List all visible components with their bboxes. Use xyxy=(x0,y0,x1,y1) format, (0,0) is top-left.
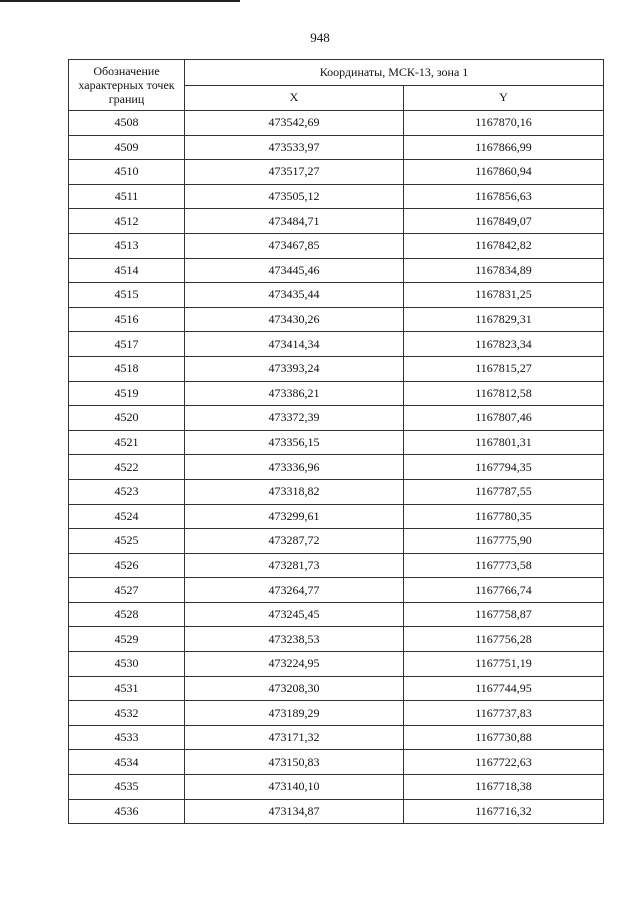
table-row xyxy=(69,750,604,775)
table-row xyxy=(69,111,604,136)
table-row xyxy=(69,184,604,209)
table-row xyxy=(69,356,604,381)
x-coordinate-cell: 473445,46 xyxy=(185,258,404,283)
x-coordinate-cell: 473542,69 xyxy=(185,111,404,136)
x-coordinate-cell: 473134,87 xyxy=(185,799,404,824)
coordinates-table xyxy=(68,59,604,824)
point-id-cell: 4521 xyxy=(69,430,185,455)
table-row xyxy=(69,209,604,234)
point-id-cell: 4523 xyxy=(69,479,185,504)
table-row xyxy=(69,529,604,554)
table-row xyxy=(69,652,604,677)
table-row xyxy=(69,701,604,726)
y-coordinate-cell: 1167716,32 xyxy=(404,799,604,824)
point-id-cell: 4533 xyxy=(69,725,185,750)
point-id-cell: 4508 xyxy=(69,111,185,136)
y-coordinate-cell: 1167744,95 xyxy=(404,676,604,701)
y-coordinate-cell: 1167860,94 xyxy=(404,160,604,185)
table-body xyxy=(69,111,604,824)
x-coordinate-cell: 473467,85 xyxy=(185,233,404,258)
table-row xyxy=(69,233,604,258)
table-header xyxy=(69,60,604,111)
y-coordinate-cell: 1167849,07 xyxy=(404,209,604,234)
point-id-cell: 4515 xyxy=(69,283,185,308)
header-coordinates-group: Координаты, МСК-13, зона 1 xyxy=(185,60,604,86)
table-row xyxy=(69,627,604,652)
top-rule xyxy=(0,0,240,2)
x-coordinate-cell: 473281,73 xyxy=(185,553,404,578)
point-id-cell: 4524 xyxy=(69,504,185,529)
table-row xyxy=(69,725,604,750)
y-coordinate-cell: 1167730,88 xyxy=(404,725,604,750)
point-id-cell: 4518 xyxy=(69,356,185,381)
table-row xyxy=(69,553,604,578)
point-id-cell: 4531 xyxy=(69,676,185,701)
y-coordinate-cell: 1167775,90 xyxy=(404,529,604,554)
x-coordinate-cell: 473238,53 xyxy=(185,627,404,652)
table-row xyxy=(69,430,604,455)
y-coordinate-cell: 1167812,58 xyxy=(404,381,604,406)
x-coordinate-cell: 473372,39 xyxy=(185,406,404,431)
point-id-cell: 4529 xyxy=(69,627,185,652)
y-coordinate-cell: 1167801,31 xyxy=(404,430,604,455)
y-coordinate-cell: 1167766,74 xyxy=(404,578,604,603)
y-coordinate-cell: 1167870,16 xyxy=(404,111,604,136)
table-row xyxy=(69,775,604,800)
x-coordinate-cell: 473414,34 xyxy=(185,332,404,357)
x-coordinate-cell: 473171,32 xyxy=(185,725,404,750)
y-coordinate-cell: 1167718,38 xyxy=(404,775,604,800)
table-row xyxy=(69,504,604,529)
y-coordinate-cell: 1167856,63 xyxy=(404,184,604,209)
point-id-cell: 4535 xyxy=(69,775,185,800)
y-coordinate-cell: 1167823,34 xyxy=(404,332,604,357)
y-coordinate-cell: 1167842,82 xyxy=(404,233,604,258)
x-coordinate-cell: 473533,97 xyxy=(185,135,404,160)
point-id-cell: 4517 xyxy=(69,332,185,357)
x-coordinate-cell: 473393,24 xyxy=(185,356,404,381)
table-row xyxy=(69,332,604,357)
point-id-cell: 4522 xyxy=(69,455,185,480)
y-coordinate-cell: 1167834,89 xyxy=(404,258,604,283)
point-id-cell: 4516 xyxy=(69,307,185,332)
table-row xyxy=(69,479,604,504)
point-id-cell: 4528 xyxy=(69,602,185,627)
y-coordinate-cell: 1167773,58 xyxy=(404,553,604,578)
point-id-cell: 4513 xyxy=(69,233,185,258)
page-number: 948 xyxy=(310,30,330,45)
x-coordinate-cell: 473517,27 xyxy=(185,160,404,185)
y-coordinate-cell: 1167831,25 xyxy=(404,283,604,308)
table-row xyxy=(69,676,604,701)
point-id-cell: 4530 xyxy=(69,652,185,677)
point-id-cell: 4512 xyxy=(69,209,185,234)
table-row xyxy=(69,578,604,603)
table-row xyxy=(69,381,604,406)
y-coordinate-cell: 1167787,55 xyxy=(404,479,604,504)
x-coordinate-cell: 473386,21 xyxy=(185,381,404,406)
x-coordinate-cell: 473140,10 xyxy=(185,775,404,800)
x-coordinate-cell: 473189,29 xyxy=(185,701,404,726)
y-coordinate-cell: 1167751,19 xyxy=(404,652,604,677)
point-id-cell: 4526 xyxy=(69,553,185,578)
table-row xyxy=(69,799,604,824)
x-coordinate-cell: 473264,77 xyxy=(185,578,404,603)
table-row xyxy=(69,283,604,308)
x-coordinate-cell: 473430,26 xyxy=(185,307,404,332)
x-coordinate-cell: 473505,12 xyxy=(185,184,404,209)
point-id-cell: 4525 xyxy=(69,529,185,554)
table-row xyxy=(69,160,604,185)
y-coordinate-cell: 1167756,28 xyxy=(404,627,604,652)
x-coordinate-cell: 473224,95 xyxy=(185,652,404,677)
table-row xyxy=(69,135,604,160)
y-coordinate-cell: 1167815,27 xyxy=(404,356,604,381)
table-row xyxy=(69,455,604,480)
y-coordinate-cell: 1167758,87 xyxy=(404,602,604,627)
point-id-cell: 4510 xyxy=(69,160,185,185)
x-coordinate-cell: 473318,82 xyxy=(185,479,404,504)
y-coordinate-cell: 1167737,83 xyxy=(404,701,604,726)
y-coordinate-cell: 1167866,99 xyxy=(404,135,604,160)
y-coordinate-cell: 1167722,63 xyxy=(404,750,604,775)
header-y: Y xyxy=(404,85,604,111)
x-coordinate-cell: 473208,30 xyxy=(185,676,404,701)
x-coordinate-cell: 473150,83 xyxy=(185,750,404,775)
point-id-cell: 4519 xyxy=(69,381,185,406)
x-coordinate-cell: 473336,96 xyxy=(185,455,404,480)
header-x: X xyxy=(185,85,404,111)
x-coordinate-cell: 473287,72 xyxy=(185,529,404,554)
table-row xyxy=(69,406,604,431)
point-id-cell: 4534 xyxy=(69,750,185,775)
x-coordinate-cell: 473356,15 xyxy=(185,430,404,455)
x-coordinate-cell: 473299,61 xyxy=(185,504,404,529)
x-coordinate-cell: 473245,45 xyxy=(185,602,404,627)
table-row xyxy=(69,307,604,332)
y-coordinate-cell: 1167829,31 xyxy=(404,307,604,332)
point-id-cell: 4520 xyxy=(69,406,185,431)
x-coordinate-cell: 473484,71 xyxy=(185,209,404,234)
y-coordinate-cell: 1167780,35 xyxy=(404,504,604,529)
table-row xyxy=(69,258,604,283)
point-id-cell: 4509 xyxy=(69,135,185,160)
header-point-designation: Обозначение характерных точек границ xyxy=(69,60,185,111)
point-id-cell: 4536 xyxy=(69,799,185,824)
y-coordinate-cell: 1167807,46 xyxy=(404,406,604,431)
y-coordinate-cell: 1167794,35 xyxy=(404,455,604,480)
point-id-cell: 4527 xyxy=(69,578,185,603)
point-id-cell: 4514 xyxy=(69,258,185,283)
x-coordinate-cell: 473435,44 xyxy=(185,283,404,308)
point-id-cell: 4511 xyxy=(69,184,185,209)
table-row xyxy=(69,602,604,627)
point-id-cell: 4532 xyxy=(69,701,185,726)
